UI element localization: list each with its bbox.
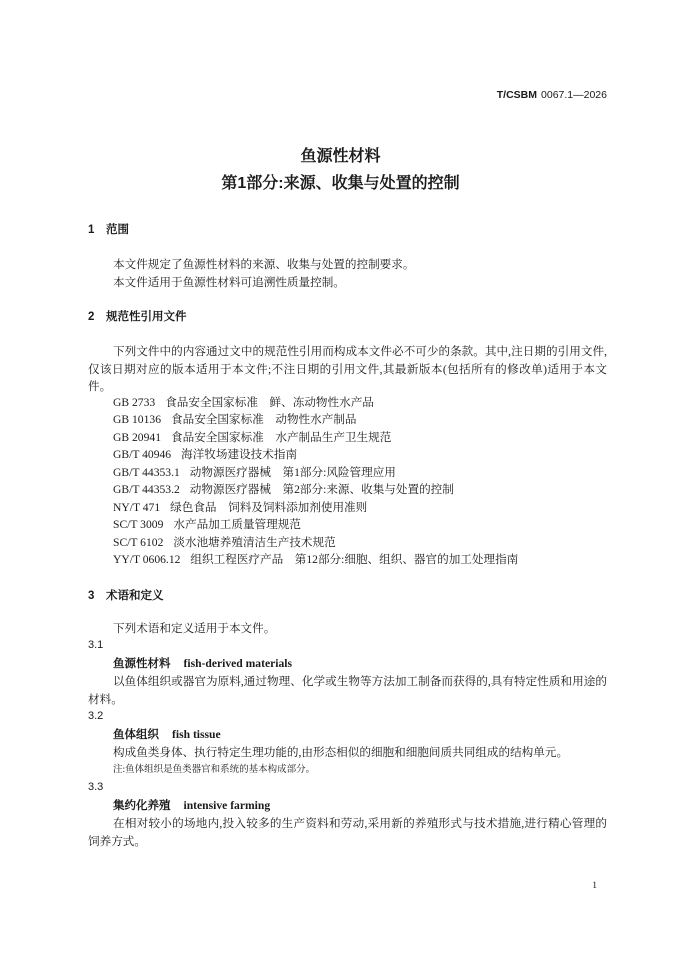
term-number: 3.3 [88, 781, 104, 793]
reference-title: 食品安全国家标准 鲜、冻动物性水产品 [165, 395, 374, 409]
reference-item [113, 534, 607, 552]
reference-code: YY/T 0606.12 [113, 553, 181, 566]
reference-item [113, 429, 607, 447]
reference-item [113, 411, 607, 429]
reference-code: NY/T 471 [113, 500, 161, 514]
term-title [88, 726, 607, 745]
reference-title: 组织工程医疗产品 第12部分:细胞、组织、器官的加工处理指南 [190, 553, 519, 566]
section-number: 3 [88, 589, 95, 602]
page-number: 1 [592, 881, 597, 891]
reference-code: GB/T 40946 [113, 448, 172, 461]
term-chinese: 集约化养殖 [113, 799, 171, 812]
reference-item [113, 551, 607, 569]
reference-title: 海洋牧场建设技术指南 [181, 448, 298, 461]
reference-code: SC/T 3009 [113, 518, 164, 531]
term-title [88, 655, 607, 674]
term-chinese: 鱼体组织 [113, 728, 159, 741]
title-part: 第1部分:来源、收集与处置的控制 [221, 175, 460, 192]
section-heading-scope [88, 222, 607, 240]
reference-code: GB/T 44353.2 [113, 483, 180, 496]
document-code-number: 0067.1—2026 [541, 89, 607, 101]
term-english: intensive farming [183, 798, 271, 812]
terms-intro: 下列术语和定义适用于本文件。 [113, 621, 276, 635]
term-title [88, 797, 607, 816]
reference-title: 淡水池塘养殖清洁生产技术规范 [173, 535, 336, 549]
reference-title: 动物源医疗器械 第1部分:风险管理应用 [189, 465, 396, 479]
document-code [497, 86, 607, 104]
term-number: 3.1 [88, 639, 104, 651]
term-chinese: 鱼源性材料 [113, 657, 171, 670]
term-entry [88, 637, 607, 708]
section-heading-terms [88, 588, 607, 606]
reference-code: GB 20941 [113, 430, 161, 444]
reference-item [113, 464, 607, 482]
term-definition: 以鱼体组织或器官为原料,通过物理、化学或生物等方法加工制备而获得的,具有特定性质和用途的材料。 [88, 675, 607, 706]
term-english: fish-derived materials [183, 656, 293, 670]
term-entry [88, 708, 607, 779]
reference-title: 动物源医疗器械 第2部分:来源、收集与处置的控制 [189, 483, 454, 496]
section-title: 术语和定义 [106, 589, 164, 602]
paragraph: 本文件适用于鱼源性材料可追溯性质量控制。 [113, 275, 345, 289]
normative-references-intro: 下列文件中的内容通过文中的规范性引用而构成本文件必不可少的条款。其中,注日期的引用文件,仅该日期对应的版本适用于本文件;不注日期的引用文件,其最新版本(包括所有的修改单)适用于本文件。 [88, 345, 607, 393]
term-note: 注:鱼体组织是鱼类器官和系统的基本构成部分。 [113, 764, 316, 775]
reference-item [113, 481, 607, 499]
reference-list [88, 394, 607, 569]
section-title: 范围 [106, 224, 129, 236]
reference-title: 食品安全国家标准 动物性水产制品 [171, 413, 357, 426]
section-number: 2 [88, 311, 95, 323]
term-definition: 构成鱼类身体、执行特定生理功能的,由形态相似的细胞和细胞间质共同组成的结构单元。 [113, 746, 569, 759]
reference-title: 绿色食品 饲料及饲料添加剂使用准则 [170, 500, 368, 514]
section-title: 规范性引用文件 [106, 311, 187, 323]
reference-title: 食品安全国家标准 水产制品生产卫生规范 [171, 430, 392, 444]
term-number: 3.2 [88, 710, 104, 722]
reference-code: GB 2733 [113, 395, 156, 409]
reference-title: 水产品加工质量管理规范 [173, 518, 301, 531]
document-body [88, 222, 607, 850]
term-entry [88, 779, 607, 850]
reference-item [113, 516, 607, 534]
section-number: 1 [88, 224, 95, 236]
reference-code: SC/T 6102 [113, 535, 164, 549]
term-definition: 在相对较小的场地内,投入较多的生产资料和劳动,采用新的养殖形式与技术措施,进行精心管理的饲养方式。 [88, 817, 607, 848]
document-code-prefix: T/CSBM [496, 89, 538, 101]
reference-item [113, 446, 607, 464]
reference-code: GB 10136 [113, 413, 161, 426]
term-english: fish tissue [172, 727, 221, 741]
reference-item [113, 499, 607, 517]
document-title [0, 147, 681, 194]
paragraph: 本文件规定了鱼源性材料的来源、收集与处置的控制要求。 [113, 258, 415, 271]
reference-item [113, 394, 607, 412]
section-heading-normative-references [88, 309, 607, 327]
scope-content [88, 256, 607, 291]
reference-code: GB/T 44353.1 [113, 465, 180, 479]
title-main: 鱼源性材料 [300, 148, 381, 165]
